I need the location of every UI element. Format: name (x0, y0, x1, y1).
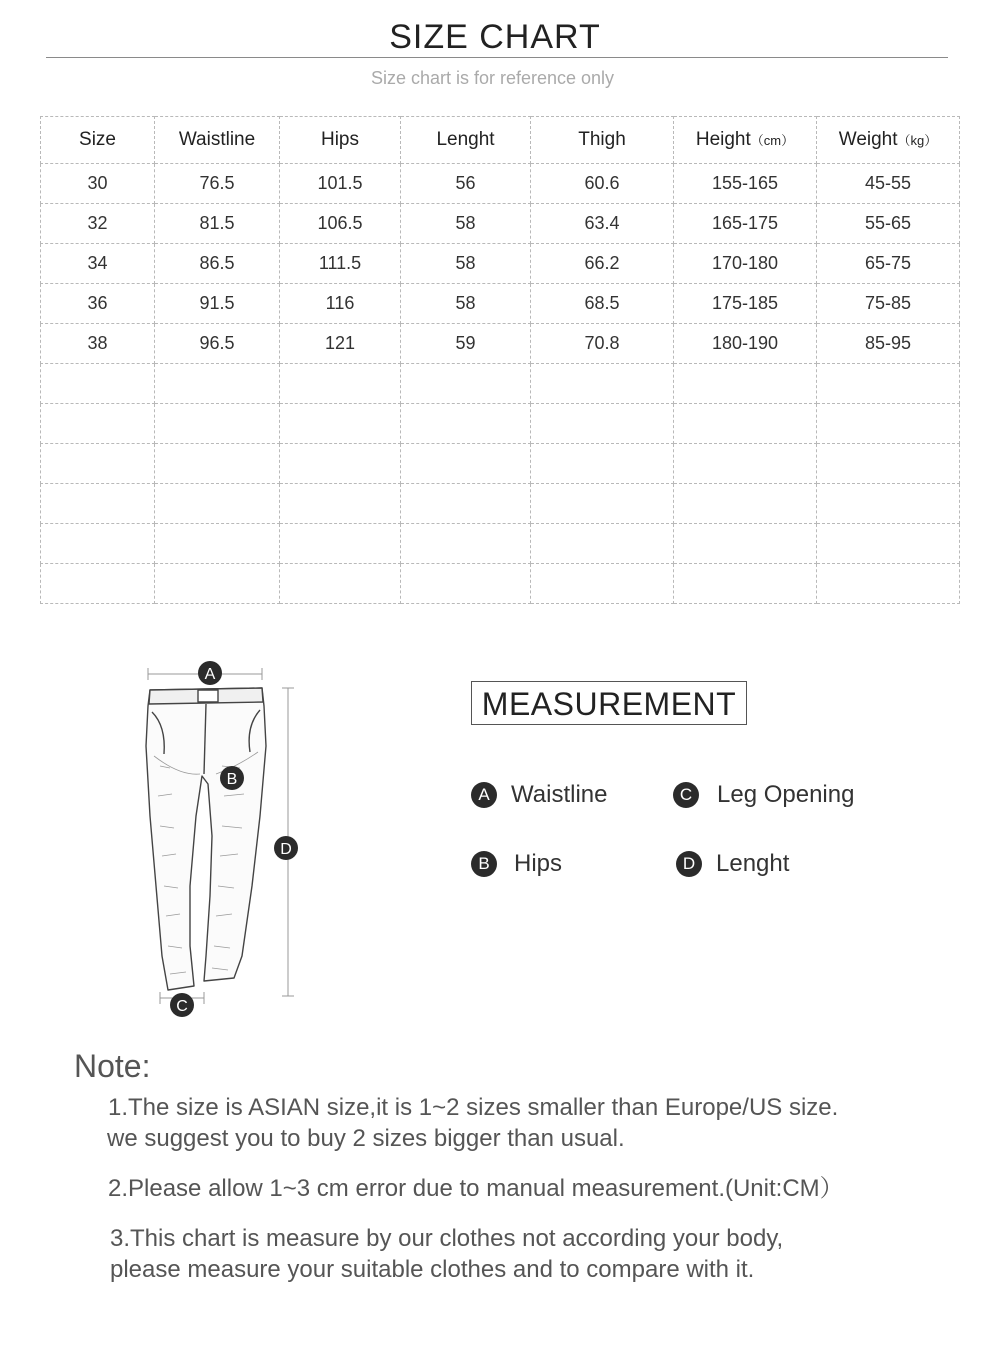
header-height: Height（cm） (674, 117, 817, 164)
note-1-line-2: we suggest you to buy 2 sizes bigger than usual. (107, 1125, 625, 1152)
note-1-line-1: 1.The size is ASIAN size,it is 1~2 sizes smaller than Europe/US size. (108, 1094, 839, 1121)
cell-weight: 85-95 (817, 324, 960, 364)
note-3-line-1: 3.This chart is measure by our clothes not according your body, (110, 1225, 784, 1252)
header-hips: Hips (280, 117, 401, 164)
page-title: SIZE CHART (389, 18, 601, 56)
cell-waistline: 91.5 (155, 284, 280, 324)
cell-height: 170-180 (674, 244, 817, 284)
cell-hips: 106.5 (280, 204, 401, 244)
legend-badge-a-icon: A (471, 782, 497, 808)
empty-row (41, 364, 960, 404)
cell-waistline: 86.5 (155, 244, 280, 284)
cell-size: 38 (41, 324, 155, 364)
marker-c-icon (170, 993, 194, 1017)
cell-waistline: 81.5 (155, 204, 280, 244)
cell-size: 36 (41, 284, 155, 324)
empty-row (41, 404, 960, 444)
cell-height: 180-190 (674, 324, 817, 364)
empty-row (41, 484, 960, 524)
cell-height: 155-165 (674, 164, 817, 204)
cell-waistline: 76.5 (155, 164, 280, 204)
cell-size: 34 (41, 244, 155, 284)
cell-height: 175-185 (674, 284, 817, 324)
table-header-row (41, 117, 960, 164)
empty-row (41, 444, 960, 484)
cell-size: 32 (41, 204, 155, 244)
cell-length: 59 (401, 324, 531, 364)
table-row (41, 244, 960, 284)
legend-badge-b-icon: B (471, 851, 497, 877)
cell-weight: 45-55 (817, 164, 960, 204)
cell-length: 56 (401, 164, 531, 204)
page-subtitle: Size chart is for reference only (370, 68, 615, 88)
table-row (41, 204, 960, 244)
svg-text:C: C (176, 998, 188, 1015)
legend-leg-opening (673, 781, 854, 809)
marker-b-icon (220, 766, 244, 790)
empty-row (41, 564, 960, 604)
cell-waistline: 96.5 (155, 324, 280, 364)
header-waistline: Waistline (155, 117, 280, 164)
legend-label: Waistline (511, 781, 608, 808)
height-unit: （cm） (750, 133, 795, 148)
cell-length: 58 (401, 244, 531, 284)
legend-label: Lenght (716, 850, 790, 877)
cell-thigh: 66.2 (531, 244, 674, 284)
table-row (41, 324, 960, 364)
legend-label: Leg Opening (717, 781, 855, 808)
cell-thigh: 63.4 (531, 204, 674, 244)
marker-d-icon (274, 836, 298, 860)
svg-text:D: D (280, 841, 292, 858)
cell-hips: 116 (280, 284, 401, 324)
header-size: Size (41, 117, 155, 164)
weight-unit: （kg） (897, 133, 938, 148)
cell-hips: 121 (280, 324, 401, 364)
legend-badge-d-icon: D (676, 851, 702, 877)
legend-waistline (471, 781, 607, 809)
legend-badge-c-icon: C (673, 782, 699, 808)
cell-weight: 75-85 (817, 284, 960, 324)
header-length: Lenght (401, 117, 531, 164)
table-row (41, 284, 960, 324)
cell-thigh: 60.6 (531, 164, 674, 204)
cell-hips: 101.5 (280, 164, 401, 204)
cell-height: 165-175 (674, 204, 817, 244)
header-weight: Weight（kg） (817, 117, 960, 164)
empty-row (41, 524, 960, 564)
table-row (41, 164, 960, 204)
cell-weight: 65-75 (817, 244, 960, 284)
svg-text:A: A (204, 666, 216, 683)
legend-label: Hips (514, 850, 563, 877)
cell-size: 30 (41, 164, 155, 204)
cell-length: 58 (401, 284, 531, 324)
svg-text:B: B (226, 771, 238, 788)
title-divider (46, 57, 948, 58)
size-table (40, 116, 960, 604)
cell-thigh: 70.8 (531, 324, 674, 364)
header-thigh: Thigh (531, 117, 674, 164)
measurement-title: MEASUREMENT (471, 681, 747, 725)
legend-hips (471, 850, 562, 878)
note-title: Note: (74, 1048, 151, 1084)
pants-outline (146, 688, 266, 990)
note-2: 2.Please allow 1~3 cm error due to manual measurement.(Unit:CM） (108, 1175, 844, 1202)
legend-length (676, 850, 789, 878)
cell-length: 58 (401, 204, 531, 244)
pants-diagram (130, 656, 320, 1026)
cell-weight: 55-65 (817, 204, 960, 244)
note-3-line-2: please measure your suitable clothes and to compare with it. (110, 1256, 755, 1283)
cell-thigh: 68.5 (531, 284, 674, 324)
marker-a-icon (198, 661, 222, 685)
cell-hips: 111.5 (280, 244, 401, 284)
